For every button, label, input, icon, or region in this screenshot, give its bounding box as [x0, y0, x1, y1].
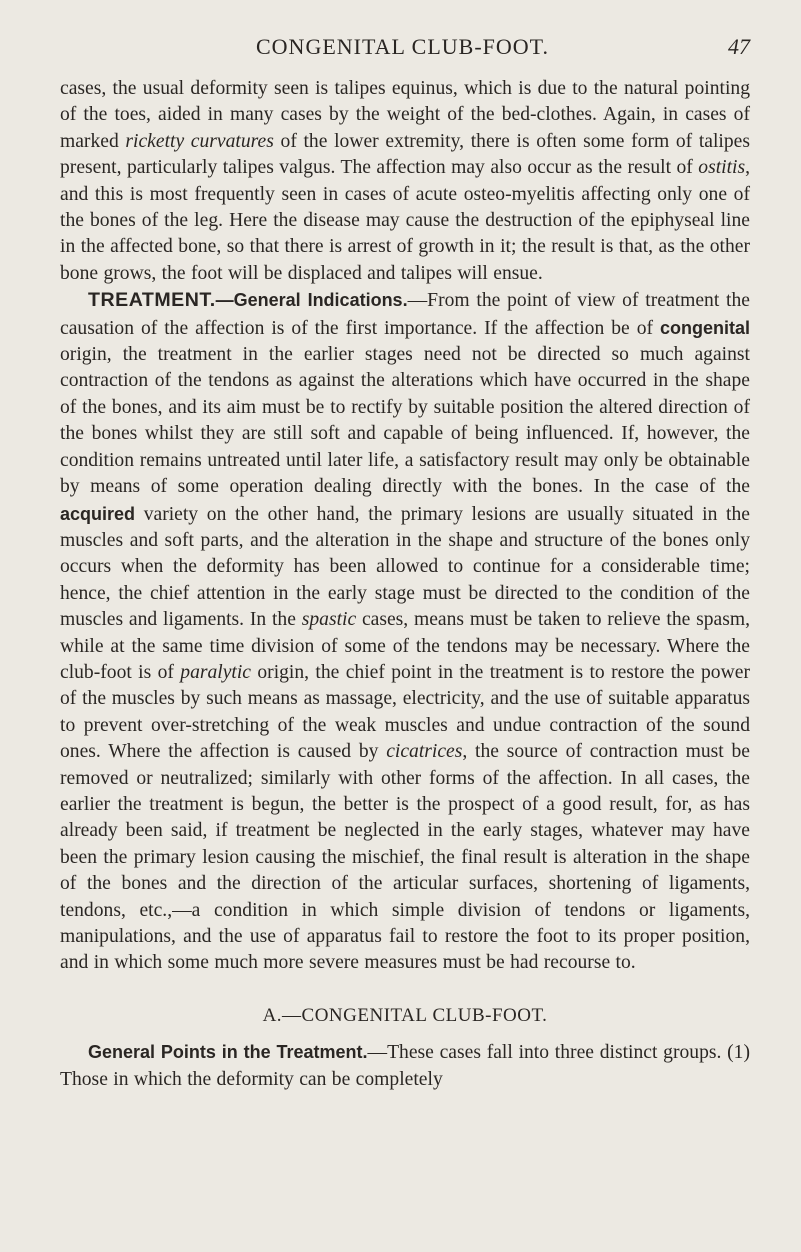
text-run: , the source of contraction must be removed or neutralized; similarly with other forms of the affection. In all cases, the earlier the treatment is begun, the better is the prospect of a good result, for, as has already been said, if treatment be neglected in the early stages, whatever may have been the primary lesion causing the mischief, the final result is alteration in the shape of the bones and the direction of the articular surfaces, shortening of ligaments, tendons, etc.,—a condition in which simple division of tendons or ligaments, manipulations, and the use of apparatus fail to restore the foot to its proper position, and in which some much more severe measures must be had recourse to. — [60, 741, 750, 974]
paragraph-treatment — [60, 287, 750, 977]
section-title: A.—CONGENITAL CLUB-FOOT. — [262, 1004, 548, 1026]
italic-term-ostitis: ostitis — [698, 157, 746, 179]
bold-term-congenital: congenital — [659, 317, 750, 338]
text-run: cases, means must be taken to relieve the spasm, while at the same time division of some of the tendons may be necessary. Where the club-foot is of — [60, 609, 750, 683]
bold-term-acquired: acquired — [60, 503, 136, 524]
italic-term-spastic: spastic — [301, 609, 357, 631]
italic-term-paralytic: paralytic — [180, 661, 252, 683]
text-run: variety on the other hand, the primary lesions are usually situated in the muscles and soft parts, and the alteration in the shape and structure of the bones only occurs when the deformity has been allowed to continue for a considerable time; hence, the chief attention in the early stage must be directed to the condition of the muscles and ligaments. In the — [60, 503, 750, 631]
heading-general-indications: —General Indications. — [215, 290, 408, 311]
italic-term-ricketty: ricketty curvatures — [125, 130, 274, 152]
running-title: CONGENITAL CLUB-FOOT. — [256, 34, 549, 59]
heading-treatment: TREATMENT. — [88, 289, 216, 312]
text-run: origin, the chief point in the treatment is to restore the power of the muscles by such means as massage, electricity, and the use of suitable apparatus to prevent over-stretching of the weak muscles and undue contraction of the sound ones. Where the affection is caused by — [60, 661, 750, 763]
text-run: —These cases fall into three distinct groups. (1) Those in which the deformity can be completely — [60, 1042, 750, 1090]
heading-general-points: General Points in the Treatment. — [88, 1042, 368, 1063]
text-run: , and this is most frequently seen in cases of acute osteo-myelitis affecting only one of the bones of the leg. Here the disease may cause the destruction of the epiphyseal line in the affected bone, so that there is arrest of growth in it; the result is that, as the other bone grows, the foot will be displaced and talipes will ensue. — [60, 157, 750, 284]
page-header — [60, 34, 750, 66]
text-run: origin, the treatment in the earlier stages need not be directed so much against contraction of the tendons as against the alterations which have occurred in the shape of the bones, and its aim must be to rectify by suitable position the altered direction of the bones whilst they are still soft and capable of being influenced. If, however, the condition remains untreated until later life, a satisfactory result may only be obtainable by means of some operation dealing directly with the bones. In the case of the — [60, 344, 750, 498]
page-number: 47 — [728, 34, 750, 59]
text-run: of the lower extremity, there is often some form of talipes present, particularly talipes valgus. The affection may also occur as the result of — [60, 130, 750, 179]
paragraph-causes — [60, 76, 750, 287]
body-text — [60, 76, 750, 1093]
text-run: —From the point of view of treatment the causation of the affection is of the first importance. If the affection be of — [60, 290, 750, 339]
italic-term-cicatrices: cicatrices — [386, 741, 463, 763]
text-run: cases, the usual deformity seen is talipes equinus, which is due to the natural pointing of the toes, aided in many cases by the weight of the bed-clothes. Again, in cases of marked — [60, 78, 750, 152]
paragraph-general-points — [60, 1039, 750, 1093]
